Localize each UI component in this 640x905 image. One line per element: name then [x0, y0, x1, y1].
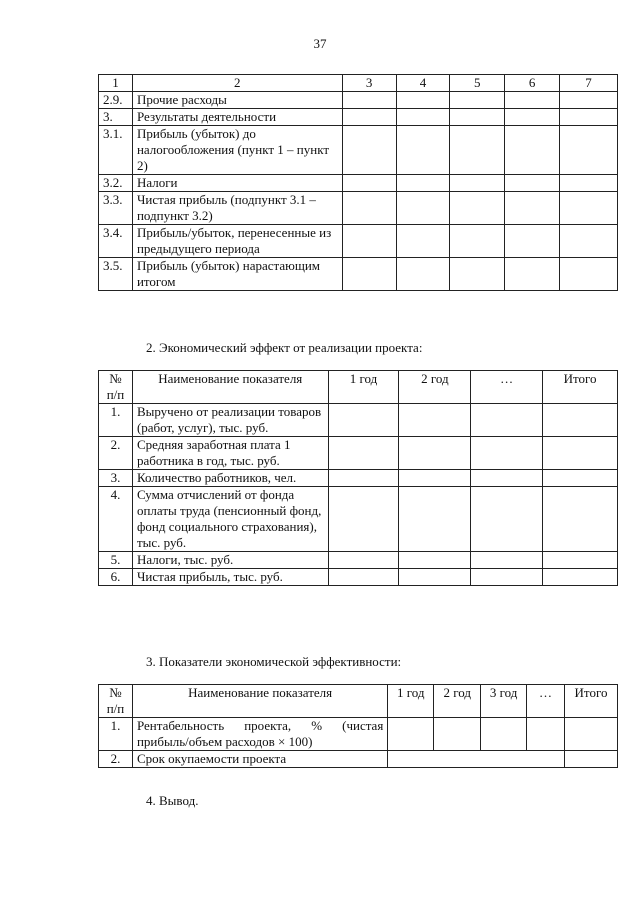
table-header-row [99, 685, 618, 718]
section-2-title: 2. Экономический эффект от реализации проекта: [146, 340, 423, 355]
value-cell[interactable] [328, 487, 399, 552]
value-cell[interactable] [471, 487, 543, 552]
value-cell[interactable] [328, 404, 399, 437]
row-number: 3.2. [99, 175, 133, 192]
row-number: 5. [99, 552, 133, 569]
table-row [99, 225, 618, 258]
table-row [99, 404, 618, 437]
value-cell[interactable] [342, 109, 396, 126]
value-cell[interactable] [399, 552, 471, 569]
value-cell[interactable] [450, 92, 505, 109]
value-cell[interactable] [342, 175, 396, 192]
row-name: Чистая прибыль, тыс. руб. [132, 569, 328, 586]
column-header: Итого [565, 685, 618, 718]
value-cell[interactable] [450, 192, 505, 225]
column-header: 3 [342, 75, 396, 92]
row-name: Налоги, тыс. руб. [132, 552, 328, 569]
value-cell[interactable] [471, 404, 543, 437]
value-cell[interactable] [450, 109, 505, 126]
value-cell[interactable] [505, 175, 560, 192]
row-name: Выручено от реализации товаров (работ, услуг), тыс. руб. [132, 404, 328, 437]
table-row [99, 751, 618, 768]
column-header: 4 [396, 75, 450, 92]
value-cell[interactable] [505, 225, 560, 258]
table-row [99, 258, 618, 291]
section-4-title: 4. Вывод. [146, 793, 199, 808]
value-cell[interactable] [560, 258, 618, 291]
value-cell[interactable] [396, 192, 450, 225]
column-header: 7 [560, 75, 618, 92]
value-cell[interactable] [527, 718, 565, 751]
value-cell[interactable] [342, 258, 396, 291]
value-cell[interactable] [328, 470, 399, 487]
value-cell[interactable] [450, 258, 505, 291]
row-name: Результаты деятельности [132, 109, 342, 126]
value-cell[interactable] [399, 437, 471, 470]
value-cell[interactable] [471, 552, 543, 569]
value-cell[interactable] [342, 192, 396, 225]
row-name: Средняя заработная плата 1 работника в год, тыс. руб. [132, 437, 328, 470]
row-number: 4. [99, 487, 133, 552]
table-row [99, 718, 618, 751]
table-row [99, 470, 618, 487]
value-cell[interactable] [342, 225, 396, 258]
table-header-row [99, 75, 618, 92]
row-name: Прибыль/убыток, перенесенные из предыдущего периода [132, 225, 342, 258]
value-cell[interactable] [560, 126, 618, 175]
column-header: 2 год [434, 685, 481, 718]
row-name: Налоги [132, 175, 342, 192]
value-cell[interactable] [396, 175, 450, 192]
section-3-title: 3. Показатели экономической эффективности: [146, 654, 402, 669]
value-cell[interactable] [543, 487, 618, 552]
column-header: Итого [543, 371, 618, 404]
value-cell[interactable] [505, 192, 560, 225]
column-header: … [471, 371, 543, 404]
row-number: 6. [99, 569, 133, 586]
row-name: Срок окупаемости проекта [132, 751, 387, 768]
value-cell[interactable] [565, 718, 618, 751]
table-row [99, 192, 618, 225]
table-row [99, 437, 618, 470]
row-number: 3. [99, 109, 133, 126]
row-name: Чистая прибыль (подпункт 3.1 – подпункт 3.2) [132, 192, 342, 225]
value-cell[interactable] [543, 470, 618, 487]
column-header: Наименование показателя [132, 371, 328, 404]
value-cell[interactable] [543, 552, 618, 569]
value-cell[interactable] [450, 225, 505, 258]
table-row [99, 569, 618, 586]
row-number: 3.5. [99, 258, 133, 291]
value-cell[interactable] [471, 437, 543, 470]
value-cell[interactable] [505, 126, 560, 175]
column-header: … [527, 685, 565, 718]
row-number: 3.4. [99, 225, 133, 258]
value-cell[interactable] [396, 258, 450, 291]
row-name: Количество работников, чел. [132, 470, 328, 487]
column-header: Наименование показателя [132, 685, 387, 718]
column-header: 1 год [388, 685, 434, 718]
value-cell[interactable] [399, 569, 471, 586]
table-row [99, 126, 618, 175]
value-cell[interactable] [399, 487, 471, 552]
value-cell[interactable] [560, 192, 618, 225]
column-header: 3 год [481, 685, 527, 718]
column-header: № п/п [99, 371, 133, 404]
value-cell[interactable] [565, 751, 618, 768]
row-name: Прибыль (убыток) нарастающим итогом [132, 258, 342, 291]
table-row [99, 109, 618, 126]
row-name: Сумма отчислений от фонда оплаты труда (пенсионный фонд, фонд социального страхования), тыс. руб. [132, 487, 328, 552]
row-number: 1. [99, 718, 133, 751]
value-cell[interactable] [471, 470, 543, 487]
row-number: 2. [99, 437, 133, 470]
value-cell[interactable] [396, 225, 450, 258]
page-number: 37 [313, 36, 327, 51]
value-cell[interactable] [560, 109, 618, 126]
value-cell[interactable] [543, 404, 618, 437]
value-cell[interactable] [505, 109, 560, 126]
value-cell[interactable] [342, 126, 396, 175]
value-cell-merged[interactable] [388, 751, 565, 768]
value-cell[interactable] [450, 126, 505, 175]
value-cell[interactable] [505, 258, 560, 291]
row-number: 3. [99, 470, 133, 487]
value-cell[interactable] [399, 470, 471, 487]
efficiency-indicators-table [98, 684, 618, 768]
value-cell[interactable] [543, 437, 618, 470]
table-header-row [99, 371, 618, 404]
value-cell[interactable] [342, 92, 396, 109]
value-cell[interactable] [396, 92, 450, 109]
column-header: 1 [99, 75, 133, 92]
value-cell[interactable] [328, 552, 399, 569]
column-header: 2 год [399, 371, 471, 404]
row-number: 3.1. [99, 126, 133, 175]
row-name: Прочие расходы [132, 92, 342, 109]
row-name: Прибыль (убыток) до налогообложения (пункт 1 – пункт 2) [132, 126, 342, 175]
row-number: 2. [99, 751, 133, 768]
value-cell[interactable] [396, 126, 450, 175]
value-cell[interactable] [560, 175, 618, 192]
economic-effect-table [98, 370, 618, 586]
value-cell[interactable] [396, 109, 450, 126]
table-row [99, 487, 618, 552]
financial-results-table [98, 74, 618, 291]
value-cell[interactable] [388, 718, 434, 751]
value-cell[interactable] [450, 175, 505, 192]
value-cell[interactable] [560, 225, 618, 258]
column-header: 1 год [328, 371, 399, 404]
column-header: № п/п [99, 685, 133, 718]
row-number: 3.3. [99, 192, 133, 225]
value-cell[interactable] [543, 569, 618, 586]
value-cell[interactable] [471, 569, 543, 586]
value-cell[interactable] [560, 92, 618, 109]
column-header: 2 [132, 75, 342, 92]
value-cell[interactable] [399, 404, 471, 437]
row-name: Рентабельность проекта, % (чистая прибыль/объем расходов × 100) [132, 718, 387, 751]
column-header: 5 [450, 75, 505, 92]
row-number: 2.9. [99, 92, 133, 109]
table-row [99, 552, 618, 569]
value-cell[interactable] [328, 569, 399, 586]
column-header: 6 [505, 75, 560, 92]
table-row [99, 92, 618, 109]
row-number: 1. [99, 404, 133, 437]
table-row [99, 175, 618, 192]
value-cell[interactable] [328, 437, 399, 470]
value-cell[interactable] [505, 92, 560, 109]
value-cell[interactable] [434, 718, 481, 751]
value-cell[interactable] [481, 718, 527, 751]
